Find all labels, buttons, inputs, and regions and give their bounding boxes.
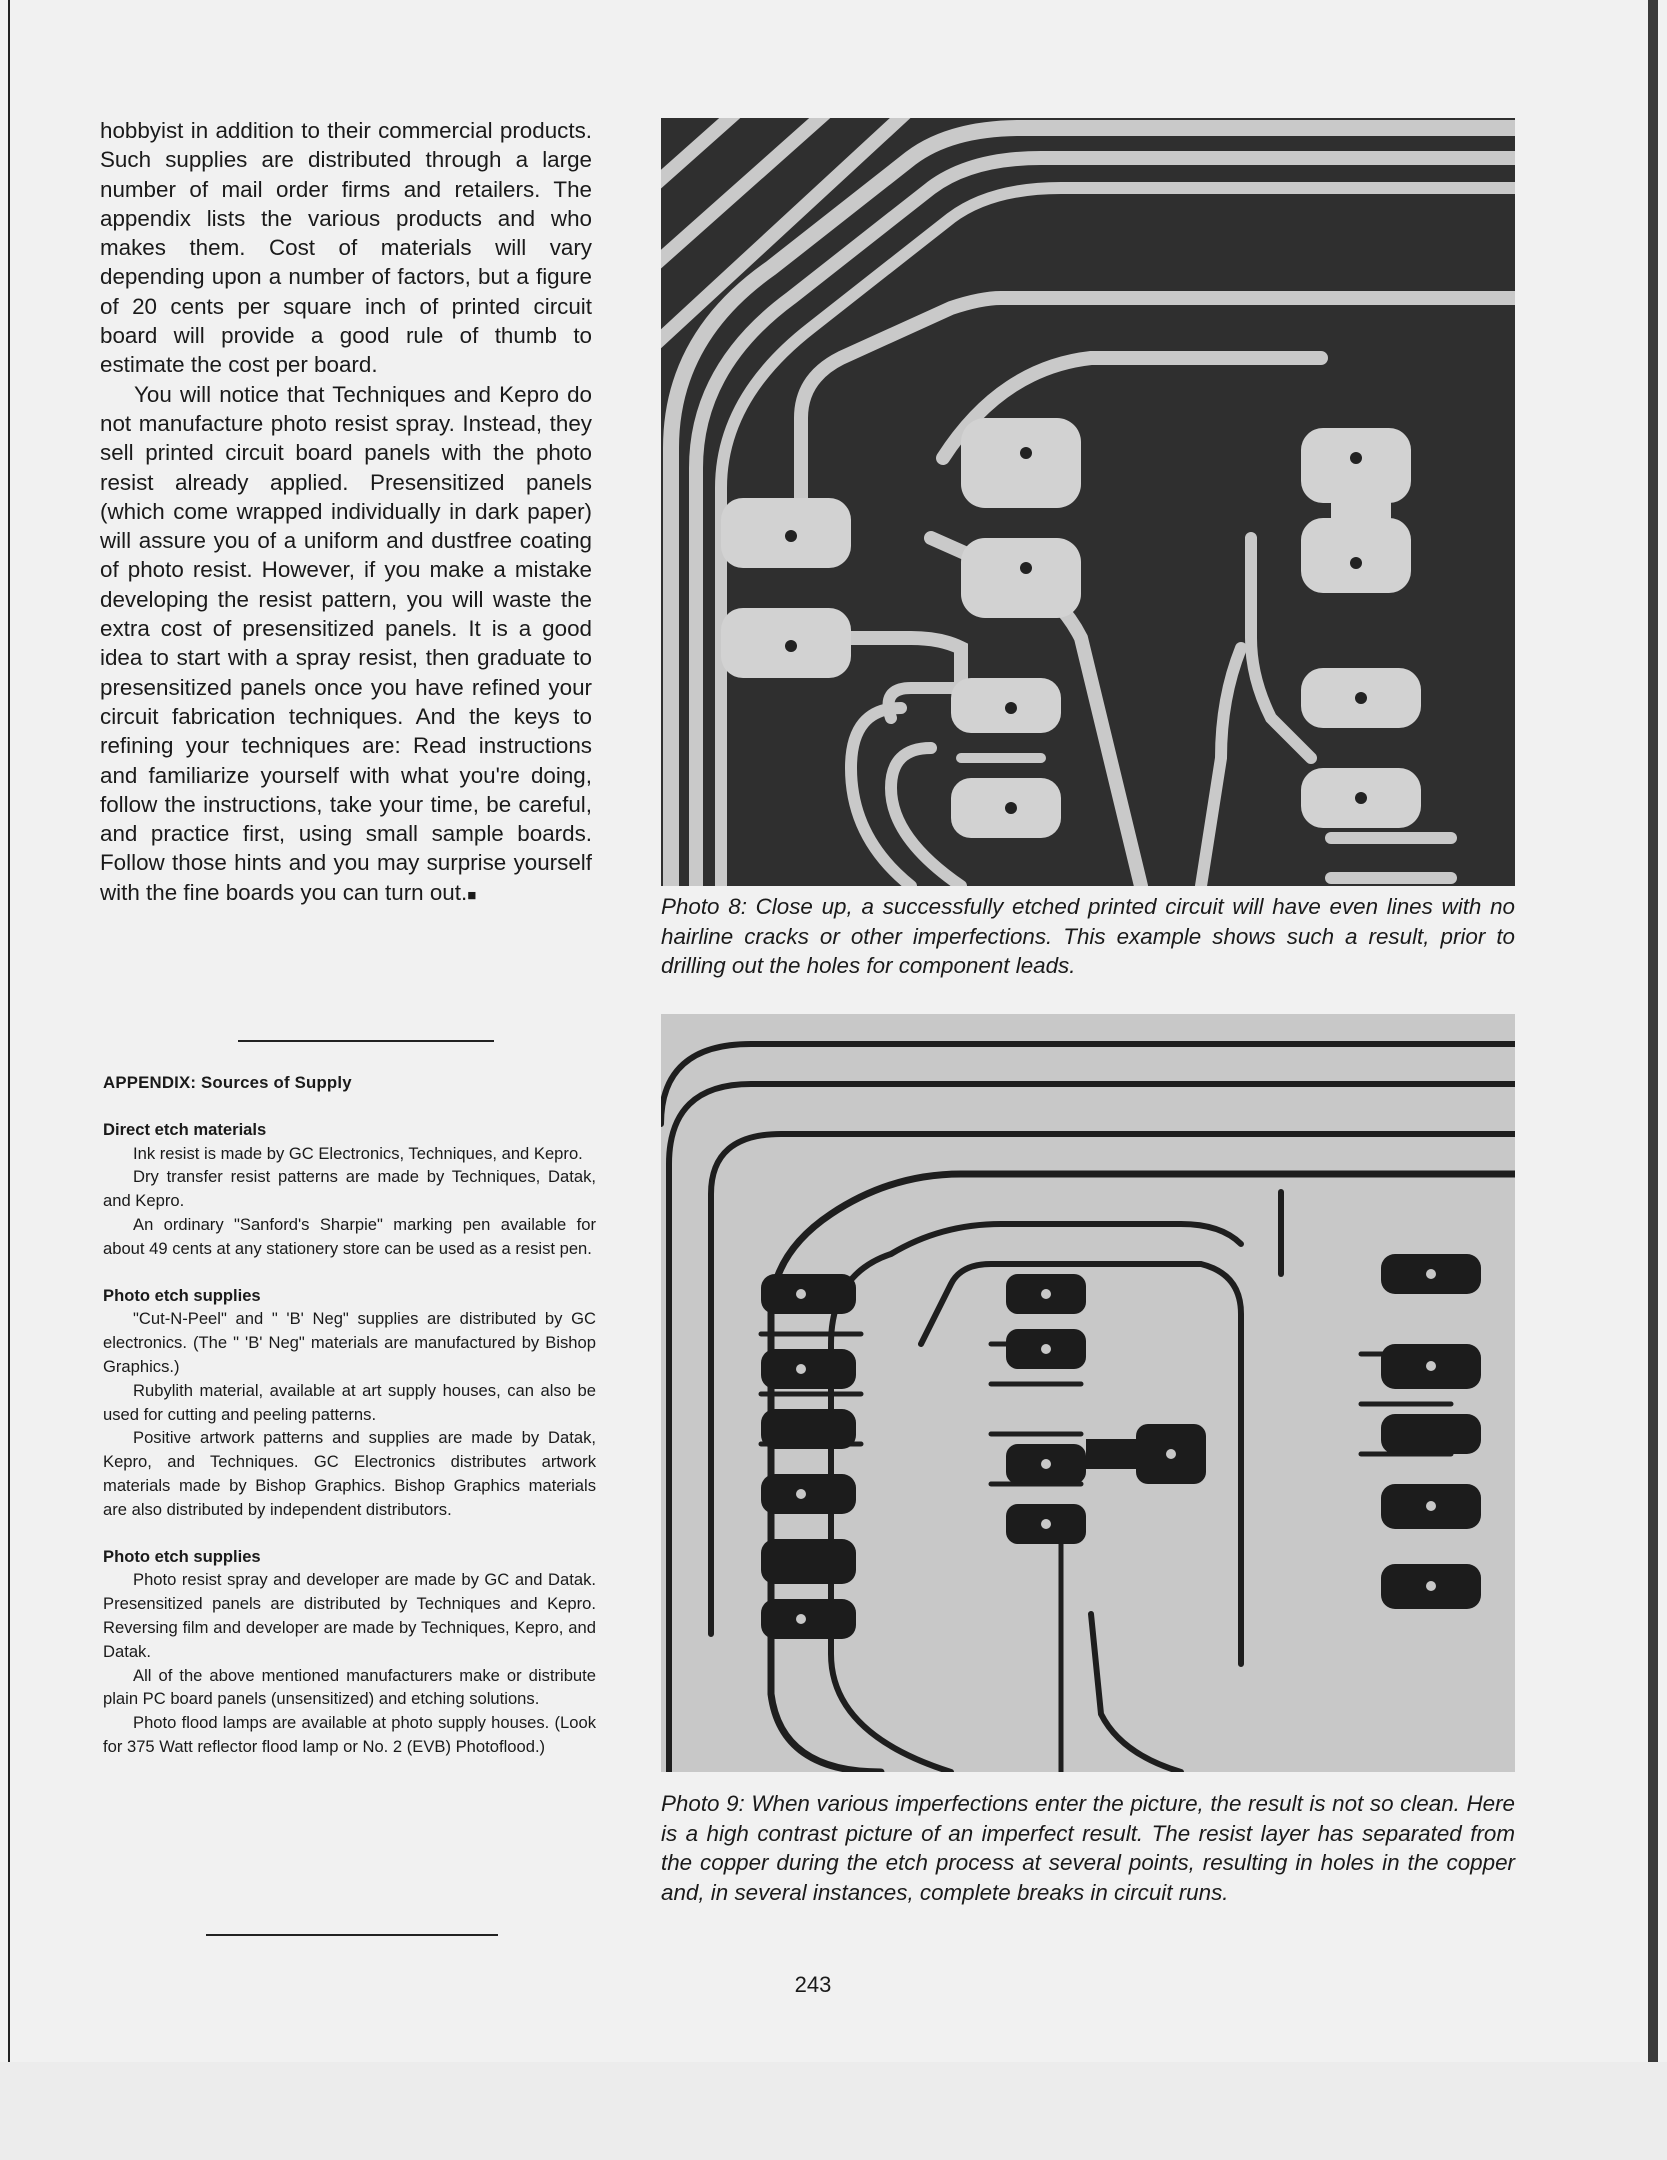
body-text-column — [100, 116, 592, 910]
appendix-paragraph: Positive artwork patterns and supplies are made by Datak, Kepro, and Techniques. GC Electronics distributes artwork materials made by Bishop Graphics. Bishop Graphics materials are also distributed by independent distributors. — [103, 1428, 596, 1519]
appendix-paragraph: Photo resist spray and developer are made by GC and Datak. Presensitized panels are distributed by Techniques and Kepro. Reversing film and developer are made by Techniques, Kepro, and Datak. — [103, 1570, 596, 1661]
appendix-paragraph: An ordinary "Sanford's Sharpie" marking pen available for about 49 cents at any stationery store can be used as a resist pen. — [103, 1214, 596, 1258]
photo-8-pcb-closeup — [661, 118, 1515, 886]
end-mark: ■ — [467, 886, 477, 904]
appendix-paragraph: All of the above mentioned manufacturers make or distribute plain PC board panels (unsensitized) and etching solutions. — [103, 1665, 596, 1709]
page-right-edge — [1648, 0, 1658, 2062]
appendix — [103, 1071, 596, 1759]
page-bottom-margin — [0, 2062, 1667, 2160]
appendix-heading-3: Photo etch supplies — [103, 1546, 261, 1566]
appendix-heading-2: Photo etch supplies — [103, 1285, 261, 1305]
appendix-paragraph: "Cut-N-Peel" and " 'B' Neg" supplies are distributed by GC electronics. (The " 'B' Neg" materials are manufactured by Bishop Graphics.) — [103, 1309, 596, 1376]
photo-8-image — [661, 118, 1515, 886]
photo-9-caption: Photo 9: When various imperfections enter the picture, the result is not so clean. Here is a high contrast picture of an imperfect result. The resist layer has separated from the copper during the etch process at several points, resulting in holes in the copper and, in several instances, complete breaks in circuit runs. — [661, 1791, 1515, 1905]
section-divider — [238, 1040, 494, 1042]
body-paragraph-2 — [100, 380, 592, 910]
body-paragraph-2-text: You will notice that Techniques and Kepro do not manufacture photo resist spray. Instead, they sell printed circuit board panels with the photo resist already applied. Presensitized panels (which come wrapped individually in dark paper) will assure you of a uniform and dustfree coating of photo resist. However, if you make a mistake developing the resist pattern, you will waste the extra cost of presensitized panels. It is a good idea to start with a spray resist, then graduate to presensitized panels once you have refined your circuit fabrication techniques. And the keys to refining your techniques are: Read instructions and familiarize yourself with what you're doing, follow the instructions, take your time, be careful, and practice first, using small sample boards. Follow those hints and you may surprise yourself with the fine boards you can turn out. — [100, 381, 592, 905]
appendix-paragraph: Ink resist is made by GC Electronics, Techniques, and Kepro. — [133, 1143, 583, 1163]
page-left-edge — [8, 0, 10, 2062]
page-number: 243 — [794, 1972, 832, 1997]
photo-9-pcb-imperfect — [661, 1014, 1515, 1772]
appendix-paragraph: Photo flood lamps are available at photo supply houses. (Look for 375 Watt reflector flood lamp or No. 2 (EVB) Photoflood.) — [103, 1713, 596, 1756]
photo-8-caption: Photo 8: Close up, a successfully etched printed circuit will have even lines with no hairline cracks or other imperfections. This example shows such a result, prior to drilling out the holes for component leads. — [661, 894, 1515, 978]
body-paragraph-1: hobbyist in addition to their commercial products. Such supplies are distributed through a large number of mail order firms and retailers. The appendix lists the various products and who makes them. Cost of materials will vary depending upon a number of factors, but a figure of 20 cents per square inch of printed circuit board will provide a good rule of thumb to estimate the cost per board. — [100, 118, 592, 378]
appendix-end-rule — [206, 1934, 498, 1936]
appendix-title: APPENDIX: Sources of Supply — [103, 1073, 352, 1092]
appendix-paragraph: Dry transfer resist patterns are made by Techniques, Datak, and Kepro. — [103, 1167, 596, 1211]
photo-9-image — [661, 1014, 1515, 1772]
appendix-heading-1: Direct etch materials — [103, 1119, 267, 1139]
appendix-paragraph: Rubylith material, available at art supply houses, can also be used for cutting and peeling patterns. — [103, 1380, 596, 1424]
